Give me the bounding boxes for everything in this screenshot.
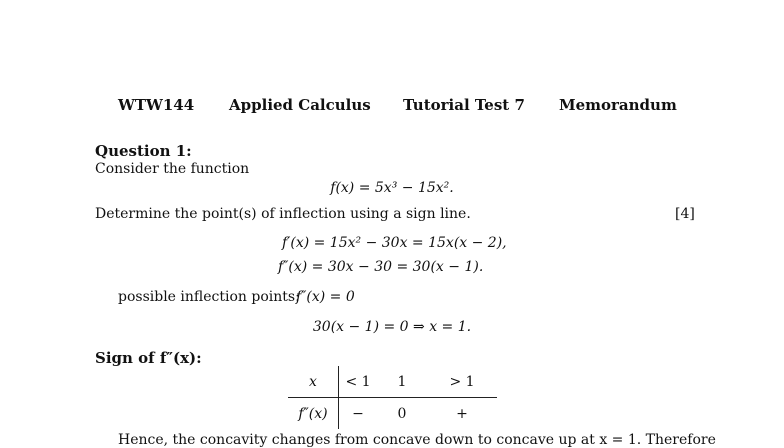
conclusion-text: Hence, the concavity changes from concave down to concave up at x = 1. Therefore [118,432,716,448]
sign-line-x-row [288,366,497,398]
sign-line-x-value: > 1 [427,366,497,398]
sign-line-x-value: 1 [377,366,427,398]
second-derivative: f″(x) = 30x − 30 = 30(x − 1). [278,259,484,275]
question-title: Question 1: [95,142,192,160]
possible-points-condition: f″(x) = 0 [296,289,355,305]
possible-points-label: possible inflection points: [118,289,300,305]
marks-badge: [4] [675,206,695,222]
sign-line-sign: 0 [397,405,407,422]
sign-line-x-label: x [288,366,339,398]
first-derivative: f′(x) = 15x² − 30x = 15x(x − 2), [282,235,507,251]
course-title: Applied Calculus [229,96,371,114]
test-name: Tutorial Test 7 [403,96,525,114]
question-intro: Consider the function [95,161,250,177]
solve-equation: 30(x − 1) = 0 ⇒ x = 1. [312,319,472,335]
question-task: Determine the point(s) of inflection using a sign line. [95,206,471,222]
sign-line-sign: + [456,405,468,422]
sign-heading: Sign of f″(x): [95,349,202,367]
course-code: WTW144 [118,96,195,114]
document-type: Memorandum [559,96,677,114]
sign-line-sign: − [352,405,364,422]
sign-line-x-value: < 1 [339,366,378,398]
sign-line-table [288,366,497,429]
sign-line-sign-row [288,398,497,430]
function-definition: f(x) = 5x³ − 15x². [330,180,454,196]
sign-line-fpp-label: f″(x) [288,398,339,430]
